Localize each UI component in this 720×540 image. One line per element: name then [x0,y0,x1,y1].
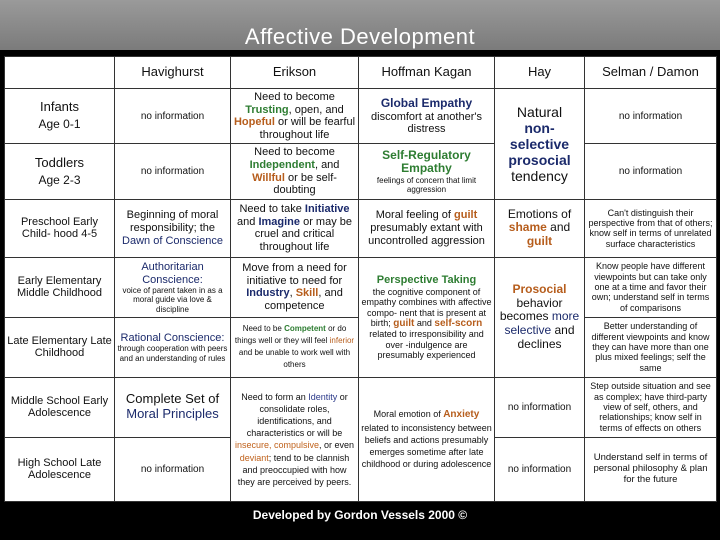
text: , and [314,159,340,172]
header-row [5,57,717,89]
text: tendency [511,168,568,185]
erikson-preschool [231,199,359,257]
dawn-of-conscience: Dawn of Conscience [122,234,223,247]
stage-preschool: Preschool Early Child- hood 4-5 [5,199,115,257]
selman-preschool: Can't distinguish their perspective from that of others; know self in terms of unrelated surface characteristics [585,199,717,257]
keyword-identity: Identity [308,391,338,402]
stage-infants [5,89,115,144]
erikson-toddlers [231,144,359,199]
stage-late-elementary: Late Elementary Late Childhood [5,317,115,377]
havighurst-high-school: no information [115,437,231,501]
text: behavior becomes [499,295,563,324]
authoritarian-conscience: Authoritarian Conscience: [141,260,204,286]
text: or consolidate roles, identifications, and characteristics or will be [246,391,348,439]
hoffman-adolescence [359,377,495,501]
hay-infants-toddlers [495,89,585,200]
keyword-willful: Willful [252,171,285,184]
keyword-imagine: Imagine [258,215,301,228]
keyword-inferior: inferior [329,336,355,346]
slide-title: Affective Development [244,24,476,49]
text: Need to become [254,90,335,103]
self-regulatory-empathy: Self-Regulatory Empathy [382,147,471,176]
text: Complete Set of [125,391,220,407]
text: , [289,287,296,300]
text: and declines [517,323,575,351]
text: presumably extant with uncontrolled aggression [368,222,485,247]
keyword-deviant: deviant [239,452,269,463]
perspective-taking: Perspective Taking [376,274,477,287]
hay-middle-school: no information [495,377,585,437]
footer-credit: Developed by Gordon Vessels 2000 © [252,508,468,522]
havighurst-late-elementary [115,317,231,377]
hoffman-elementary [359,257,495,377]
text: through cooperation with peers and an understanding of rules [117,344,228,363]
text: Beginning of moral responsibility; the [126,209,219,235]
keyword-anxiety: Anxiety [443,409,480,421]
selman-middle-school: Step outside situation and see as complex; have third-party view of self, others, and relationships; know self in terms of effects on others [585,377,717,437]
text: voice of parent taken in as a moral guide via love & discipline [122,286,223,314]
header-erikson: Erikson [231,57,359,89]
row-toddlers [5,144,717,199]
hay-high-school: no information [495,437,585,501]
header-selman: Selman / Damon [585,57,717,89]
havighurst-middle-school [115,377,231,437]
text: or will be fearful throughout life [259,116,356,141]
text: feelings of concern that limit aggression [376,176,477,195]
text: Need to take [239,203,305,216]
keyword-insecure: insecure, compulsive [234,440,319,451]
text: the cognitive component of empathy combines with affective compo- nent that is present at birth; [361,286,492,328]
havighurst-infants: no information [115,89,231,144]
stage-early-elementary: Early Elementary Middle Childhood [5,257,115,317]
hoffman-toddlers [359,144,495,199]
global-empathy: Global Empathy [380,95,473,110]
header-hay: Hay [495,57,585,89]
text: or do things well or they will feel [234,324,347,346]
stage-age: Age 0-1 [38,117,81,132]
text: Need to become [254,146,335,159]
keyword-skill: Skill [295,287,319,300]
selman-high-school: Understand self in terms of personal philosophy & plan for the future [585,437,717,501]
selman-toddlers: no information [585,144,717,199]
stage-name: Infants [39,99,80,115]
keyword-hopeful: Hopeful [233,116,275,129]
row-preschool [5,199,717,257]
header-hoffman: Hoffman Kagan [359,57,495,89]
text: and be unable to work well with others [238,348,351,370]
row-infants [5,89,717,144]
keyword-self-scorn: self-scorn [434,317,483,329]
header-havighurst: Havighurst [115,57,231,89]
stage-middle-school: Middle School Early Adolescence [5,377,115,437]
keyword-independent: Independent [249,159,315,172]
erikson-late-elementary [231,317,359,377]
selman-early-elementary: Know people have different viewpoints but can take only one at a time and favor their own; understand self in terms of comparisons [585,257,717,317]
rational-conscience: Rational Conscience: [120,331,225,344]
row-middle-school [5,377,717,437]
hoffman-infants [359,89,495,144]
stage-high-school: High School Late Adolescence [5,437,115,501]
keyword-guilt: guilt [393,317,415,329]
header-stage [5,57,115,89]
text: Moral feeling of [375,209,455,222]
text: or may be cruel and critical throughout life [254,215,352,253]
keyword-trusting: Trusting [245,103,289,116]
row-early-elementary [5,257,717,317]
stage-name: Toddlers [34,154,85,170]
text: , and competence [264,287,343,312]
keyword-guilt: guilt [454,209,478,222]
stage-age: Age 2-3 [38,172,81,187]
erikson-infants [231,89,359,144]
text: and [237,215,259,228]
erikson-adolescence [231,377,359,501]
hoffman-preschool [359,199,495,257]
text: Emotions of [507,206,572,221]
havighurst-preschool [115,199,231,257]
erikson-early-elementary [231,257,359,317]
keyword-shame: shame [508,220,547,235]
text: ; tend to be clannish and preoccupied with how they are perceived by peers. [237,452,352,487]
text: Need to be [242,324,285,334]
text: related to inconsistency between beliefs and actions presumably emerges sometime after late childhood or during adolescence [361,422,492,470]
selman-late-elementary: Better understanding of different viewpoints and know they can have more than one plus mixed feelings; self the same [585,317,717,377]
keyword-more-selective: more selective [504,309,580,338]
selman-infants: no information [585,89,717,144]
text: discomfort at another's distress [371,110,482,136]
text: Need to form an [241,391,309,402]
keyword-prosocial: Prosocial [512,281,567,296]
text: and [414,317,435,328]
text: , or even [319,440,355,451]
text: Moral emotion of [373,409,444,420]
keyword-industry: Industry [246,287,290,300]
non-selective-prosocial: non-selective prosocial [508,119,571,169]
keyword-competent: Competent [284,324,326,334]
havighurst-early-elementary [115,257,231,317]
hay-preschool [495,199,585,257]
text: Natural [516,103,563,120]
stage-toddlers [5,144,115,199]
text: Move from a need for initiative to need for [242,262,347,287]
text: related to irresponsibility and over -indulgence are presumably experienced [369,329,484,361]
moral-principles: Moral Principles [126,406,219,422]
hay-elementary [495,257,585,377]
havighurst-toddlers: no information [115,144,231,199]
affective-development-table [4,56,717,502]
text: or be self-doubting [273,171,337,197]
keyword-guilt: guilt [526,234,553,249]
text: and [546,220,571,235]
text: , open, and [288,103,344,116]
keyword-initiative: Initiative [304,203,350,216]
